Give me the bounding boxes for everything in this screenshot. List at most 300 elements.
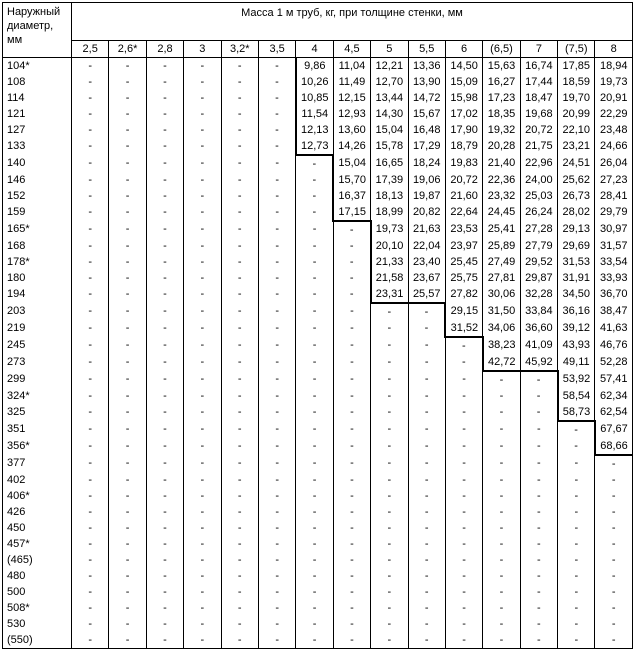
mass-cell: - [109,320,146,337]
mass-cell: - [109,472,146,488]
mass-cell: - [333,536,370,552]
mass-cell: - [258,536,295,552]
table-row [3,388,633,404]
table-row [3,254,633,270]
mass-cell: - [146,388,183,404]
mass-cell: 33,93 [595,270,633,286]
mass-cell: - [333,254,370,270]
mass-cell: - [371,388,408,404]
mass-cell: 20,10 [371,238,408,254]
mass-cell: - [408,472,445,488]
mass-cell: - [258,632,295,649]
mass-cell: 26,04 [595,155,633,172]
table-row [3,616,633,632]
mass-cell: 14,50 [445,58,482,75]
mass-cell: 32,28 [520,286,557,303]
mass-cell: 36,60 [520,320,557,337]
mass-cell: 11,04 [333,58,370,75]
mass-cell: - [408,455,445,472]
table-row [3,404,633,421]
mass-cell: - [146,204,183,221]
mass-cell: - [258,122,295,138]
mass-cell: - [109,270,146,286]
mass-cell: 31,50 [483,303,520,320]
mass-cell: - [408,488,445,504]
mass-cell: - [146,421,183,438]
mass-cell: - [483,552,520,568]
mass-cell: - [146,188,183,204]
table-row [3,270,633,286]
mass-cell: - [296,337,333,354]
mass-cell: - [520,488,557,504]
mass-cell: - [109,536,146,552]
mass-cell: - [258,238,295,254]
mass-cell: - [72,204,109,221]
mass-cell: 17,29 [408,138,445,155]
mass-cell: - [184,371,221,388]
mass-cell: - [595,616,633,632]
mass-cell: - [146,337,183,354]
mass-cell: - [445,552,482,568]
mass-cell: - [184,616,221,632]
diameter-cell: 180 [3,270,72,286]
mass-cell: 23,40 [408,254,445,270]
mass-cell: - [109,90,146,106]
thickness-header-cell: 4,5 [333,41,370,58]
mass-cell: - [146,404,183,421]
mass-cell: - [184,172,221,188]
mass-cell: - [296,270,333,286]
mass-cell: - [146,488,183,504]
mass-cell: - [333,421,370,438]
mass-cell: - [146,536,183,552]
mass-cell: - [184,303,221,320]
mass-cell: - [595,536,633,552]
diameter-cell: 127 [3,122,72,138]
mass-cell: - [520,520,557,536]
mass-cell: - [258,303,295,320]
mass-cell: 39,12 [558,320,595,337]
mass-cell: - [445,520,482,536]
mass-cell: - [595,600,633,616]
mass-cell: 27,79 [520,238,557,254]
mass-cell: - [258,421,295,438]
mass-cell: 21,63 [408,221,445,238]
thickness-header-cell: 5,5 [408,41,445,58]
mass-cell: - [296,172,333,188]
mass-cell: - [258,320,295,337]
mass-cell: - [72,320,109,337]
mass-cell: 28,41 [595,188,633,204]
diameter-cell: 203 [3,303,72,320]
mass-cell: 29,15 [445,303,482,320]
mass-cell: 22,96 [520,155,557,172]
mass-cell: - [483,388,520,404]
mass-cell: - [333,320,370,337]
mass-cell: - [184,632,221,649]
mass-cell: - [221,238,258,254]
mass-cell: - [333,354,370,371]
mass-cell: - [296,520,333,536]
mass-cell: 24,45 [483,204,520,221]
mass-cell: 17,39 [371,172,408,188]
mass-cell: - [333,388,370,404]
mass-cell: - [371,568,408,584]
mass-cell: 12,73 [296,138,333,155]
mass-cell: - [296,388,333,404]
mass-cell: - [296,600,333,616]
mass-cell: - [408,552,445,568]
mass-cell: - [333,221,370,238]
mass-cell: 28,02 [558,204,595,221]
mass-table-container [2,2,633,649]
mass-cell: - [408,404,445,421]
mass-cell: 16,65 [371,155,408,172]
diameter-cell: 168 [3,238,72,254]
mass-cell: - [109,221,146,238]
mass-cell: - [72,155,109,172]
mass-cell: - [221,58,258,75]
mass-cell: - [558,616,595,632]
mass-cell: 11,54 [296,106,333,122]
mass-cell: - [72,632,109,649]
mass-cell: 33,54 [595,254,633,270]
mass-cell: - [333,472,370,488]
table-row [3,488,633,504]
mass-cell: - [408,388,445,404]
mass-cell: - [558,552,595,568]
mass-cell: - [184,600,221,616]
mass-cell: 18,24 [408,155,445,172]
mass-cell: - [520,388,557,404]
mass-cell: - [520,632,557,649]
mass-cell: - [72,238,109,254]
diameter-cell: 219 [3,320,72,337]
mass-cell: - [184,504,221,520]
mass-cell: - [221,568,258,584]
mass-cell: - [184,388,221,404]
mass-cell: 27,49 [483,254,520,270]
mass-cell: 38,47 [595,303,633,320]
mass-cell: 27,23 [595,172,633,188]
mass-cell: 49,11 [558,354,595,371]
mass-cell: - [109,188,146,204]
mass-cell: - [408,421,445,438]
mass-cell: - [445,455,482,472]
mass-cell: - [184,520,221,536]
mass-cell: - [408,337,445,354]
mass-cell: - [483,568,520,584]
mass-cell: - [371,421,408,438]
mass-cell: - [371,552,408,568]
mass-cell: - [146,254,183,270]
diameter-cell: 108 [3,74,72,90]
thickness-header-row [3,41,633,58]
thickness-header-cell: 8 [595,41,633,58]
mass-cell: - [221,204,258,221]
mass-cell: - [221,536,258,552]
mass-cell: 31,57 [595,238,633,254]
mass-cell: - [371,616,408,632]
mass-cell: - [296,421,333,438]
mass-cell: - [109,172,146,188]
mass-cell: - [333,337,370,354]
thickness-header-cell: 7 [520,41,557,58]
thickness-header-cell: 2,8 [146,41,183,58]
mass-cell: - [72,138,109,155]
mass-cell: 67,67 [595,421,633,438]
mass-cell: - [72,106,109,122]
mass-cell: - [146,106,183,122]
table-row [3,90,633,106]
mass-cell: - [296,303,333,320]
diameter-cell: 133 [3,138,72,155]
mass-cell: - [371,472,408,488]
mass-cell: - [258,337,295,354]
mass-cell: - [72,472,109,488]
mass-cell: - [258,388,295,404]
mass-cell: - [333,286,370,303]
table-row [3,58,633,75]
mass-cell: - [296,488,333,504]
mass-cell: - [184,106,221,122]
mass-cell: - [371,320,408,337]
mass-cell: - [258,354,295,371]
mass-cell: - [333,438,370,455]
mass-cell: - [72,388,109,404]
mass-cell: - [184,472,221,488]
mass-cell: - [184,552,221,568]
mass-cell: - [72,188,109,204]
mass-cell: 21,60 [445,188,482,204]
mass-cell: 29,79 [595,204,633,221]
mass-cell: - [258,286,295,303]
thickness-header-cell: (7,5) [558,41,595,58]
mass-cell: - [333,600,370,616]
mass-cell: - [333,455,370,472]
mass-cell: - [72,58,109,75]
diameter-label-line-2: диаметр, [7,20,54,32]
mass-cell: - [221,371,258,388]
mass-cell: - [184,155,221,172]
mass-cell: - [72,371,109,388]
mass-cell: - [221,438,258,455]
mass-cell: - [296,584,333,600]
mass-cell: - [296,438,333,455]
mass-cell: 42,72 [483,354,520,371]
mass-cell: - [221,472,258,488]
mass-cell: 41,63 [595,320,633,337]
mass-cell: - [184,74,221,90]
mass-cell: - [333,404,370,421]
mass-cell: - [333,504,370,520]
diameter-cell: 114 [3,90,72,106]
diameter-cell: 194 [3,286,72,303]
mass-cell: - [333,568,370,584]
mass-cell: 29,13 [558,221,595,238]
mass-cell: 12,21 [371,58,408,75]
mass-cell: 19,32 [483,122,520,138]
mass-cell: 20,82 [408,204,445,221]
mass-cell: - [184,584,221,600]
mass-cell: - [109,337,146,354]
mass-cell: - [258,221,295,238]
mass-cell: 19,70 [558,90,595,106]
diameter-cell: 356* [3,438,72,455]
mass-cell: - [520,404,557,421]
table-row [3,320,633,337]
mass-cell: 14,26 [333,138,370,155]
mass-cell: 20,72 [520,122,557,138]
table-row [3,238,633,254]
mass-cell: - [520,455,557,472]
mass-cell: 26,73 [558,188,595,204]
table-row [3,600,633,616]
mass-cell: - [445,632,482,649]
mass-cell: - [146,221,183,238]
mass-cell: - [483,504,520,520]
thickness-header-cell: 3,5 [258,41,295,58]
mass-cell: - [72,488,109,504]
mass-cell: - [333,303,370,320]
diameter-cell: 273 [3,354,72,371]
mass-cell: 57,41 [595,371,633,388]
mass-cell: - [184,221,221,238]
mass-cell: 23,31 [371,286,408,303]
table-row [3,536,633,552]
mass-cell: - [408,354,445,371]
mass-cell: - [445,568,482,584]
mass-cell: 68,66 [595,438,633,455]
mass-cell: 13,90 [408,74,445,90]
mass-cell: 16,48 [408,122,445,138]
mass-cell: 11,49 [333,74,370,90]
mass-cell: - [221,404,258,421]
mass-cell: - [72,122,109,138]
mass-cell: - [146,616,183,632]
mass-cell: - [146,138,183,155]
mass-cell: - [72,568,109,584]
mass-cell: - [408,504,445,520]
diameter-cell: (465) [3,552,72,568]
mass-cell: - [146,155,183,172]
mass-cell: - [72,286,109,303]
mass-cell: 22,29 [595,106,633,122]
mass-cell: - [258,74,295,90]
mass-cell: 9,86 [296,58,333,75]
mass-cell: - [146,504,183,520]
mass-cell: - [221,455,258,472]
mass-cell: - [558,455,595,472]
mass-cell: - [371,536,408,552]
mass-cell: - [558,472,595,488]
mass-cell: 38,23 [483,337,520,354]
mass-cell: - [408,371,445,388]
mass-cell: 15,98 [445,90,482,106]
mass-cell: - [258,138,295,155]
mass-cell: 18,47 [520,90,557,106]
mass-cell: - [184,270,221,286]
diameter-cell: 178* [3,254,72,270]
mass-cell: - [258,438,295,455]
mass-cell: - [296,155,333,172]
table-row [3,354,633,371]
mass-cell: 23,21 [558,138,595,155]
mass-cell: - [296,568,333,584]
mass-cell: - [109,438,146,455]
mass-cell: - [146,371,183,388]
mass-cell: - [408,600,445,616]
mass-cell: - [333,488,370,504]
diameter-cell: 152 [3,188,72,204]
mass-cell: - [595,472,633,488]
mass-cell: - [520,552,557,568]
mass-cell: - [258,552,295,568]
table-row [3,438,633,455]
mass-cell: 18,79 [445,138,482,155]
mass-cell: 14,72 [408,90,445,106]
mass-cell: 15,04 [333,155,370,172]
mass-cell: - [184,122,221,138]
mass-cell: 22,04 [408,238,445,254]
mass-cell: - [408,438,445,455]
mass-cell: 19,68 [520,106,557,122]
thickness-header-cell: 2,6* [109,41,146,58]
mass-cell: - [184,238,221,254]
mass-cell: 36,16 [558,303,595,320]
mass-cell: 23,97 [445,238,482,254]
mass-cell: - [72,455,109,472]
mass-cell: - [445,472,482,488]
mass-cell: - [483,600,520,616]
diameter-cell: 325 [3,404,72,421]
mass-cell: 19,87 [408,188,445,204]
mass-cell: - [258,584,295,600]
mass-cell: - [483,616,520,632]
diameter-cell: 508* [3,600,72,616]
diameter-cell: 140 [3,155,72,172]
mass-cell: - [258,371,295,388]
mass-cell: 21,58 [371,270,408,286]
mass-cell: - [371,354,408,371]
mass-cell: - [221,122,258,138]
mass-cell: - [483,455,520,472]
mass-cell: 16,27 [483,74,520,90]
mass-cell: - [296,404,333,421]
mass-cell: - [109,388,146,404]
mass-cell: 21,40 [483,155,520,172]
mass-cell: 21,33 [371,254,408,270]
mass-cell: 25,89 [483,238,520,254]
mass-cell: - [109,504,146,520]
mass-cell: - [221,632,258,649]
mass-cell: - [445,488,482,504]
mass-cell: 15,78 [371,138,408,155]
mass-cell: - [221,270,258,286]
mass-cell: 15,04 [371,122,408,138]
mass-cell: - [258,472,295,488]
mass-cell: - [258,106,295,122]
mass-cell: - [72,221,109,238]
mass-cell: 18,99 [371,204,408,221]
mass-cell: - [558,568,595,584]
mass-cell: - [146,455,183,472]
mass-cell: - [371,632,408,649]
mass-cell: 12,70 [371,74,408,90]
mass-cell: - [221,138,258,155]
mass-cell: - [258,520,295,536]
mass-cell: - [184,354,221,371]
